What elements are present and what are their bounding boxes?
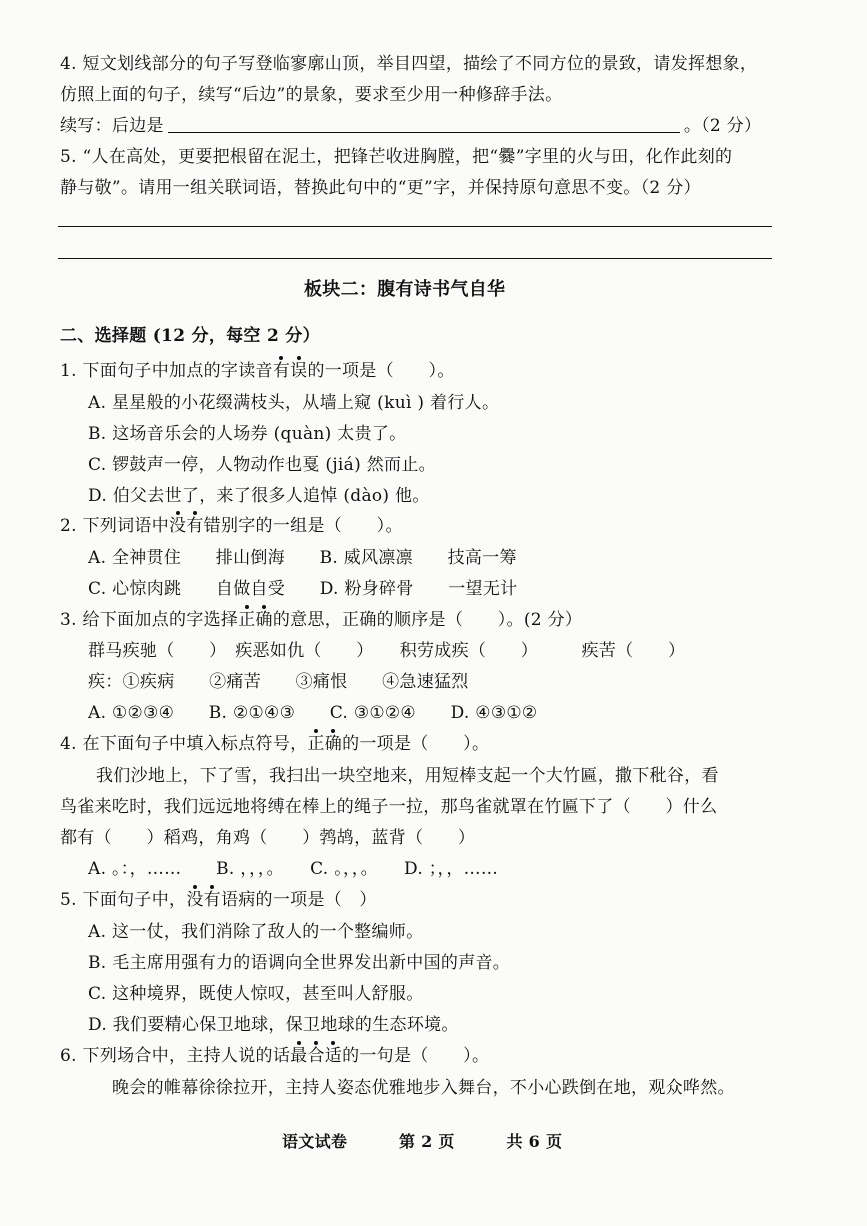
q1-emphasis-2: 误 <box>290 361 308 381</box>
q2-stem-b: 错别字的一组是（ ）。 <box>203 516 403 536</box>
q4-passage-line3: 都有（ ）稻鸡，角鸡（ ）鹁鸪，蓝背（ ） <box>60 828 476 848</box>
q5-stem <box>60 888 377 912</box>
q5-option-d: D. 我们要精心保卫地球，保卫地球的生态环境。 <box>88 1015 459 1035</box>
q4-passage-line1: 我们沙地上，下了雪，我扫出一块空地来，用短棒支起一个大竹匾，撒下秕谷，看 <box>96 766 719 786</box>
q1-option-c: C. 锣鼓声一停，人物动作也戛 (jiá) 然而止。 <box>88 455 436 475</box>
q6-emphasis-1: 最 <box>290 1046 308 1066</box>
q1-option-d: D. 伯父去世了，来了很多人追悼 (dào) 他。 <box>88 486 430 506</box>
answer-line-2[interactable] <box>58 258 772 259</box>
q5-option-b: B. 毛主席用强有力的语调向全世界发出新中国的声音。 <box>88 953 511 973</box>
q5-stem-a: 5. 下面句子中， <box>60 890 187 910</box>
q4-prev-fill-line <box>60 114 761 138</box>
answer-blank[interactable] <box>168 114 680 133</box>
q4-emphasis-2: 确 <box>324 734 343 754</box>
q2-emphasis-1: 没 <box>169 516 187 536</box>
q1-emphasis-1: 有 <box>272 361 291 381</box>
q6-emphasis-2: 合 <box>307 1046 325 1066</box>
q6-emphasis-3: 适 <box>324 1046 343 1066</box>
footer-subject: 语文试卷 <box>282 1132 348 1151</box>
q5-option-c: C. 这种境界，既使人惊叹，甚至叫人舒服。 <box>88 984 424 1004</box>
q2-emphasis-2: 有 <box>186 516 204 536</box>
q2-options-row1: A. 全神贯住 排山倒海 B. 威风凛凛 技高一筹 <box>88 548 517 568</box>
q3-stem-a: 3. 给下面加点的字选择 <box>60 610 239 630</box>
q6-stem-a: 6. 下列场合中，主持人说的话 <box>60 1046 291 1066</box>
q5-prev-line1: 5. “人在高处，更要把根留在泥土，把锋芒收进胸膛，把“爨”字里的火与田，化作此刻的 <box>60 147 733 167</box>
q5-stem-b: 语病的一项是（ ） <box>220 890 377 910</box>
q1-option-b: B. 这场音乐会的人场券 (quàn) 太贵了。 <box>88 424 407 444</box>
q2-stem <box>60 514 403 538</box>
q2-options-row2: C. 心惊肉跳 自做自受 D. 粉身碎骨 一望无计 <box>88 579 518 599</box>
q3-emphasis-1: 正 <box>238 610 256 630</box>
q1-stem <box>60 359 455 383</box>
footer-page-number: 第 2 页 <box>398 1132 455 1151</box>
q4-prev-line2: 仿照上面的句子，续写“后边”的景象，要求至少用一种修辞手法。 <box>60 85 563 105</box>
part-title: 二、选择题 (12 分，每空 2 分） <box>60 326 320 346</box>
q4-emphasis-1: 正 <box>307 734 325 754</box>
q2-stem-a: 2. 下列词语中 <box>60 516 170 536</box>
footer-total-pages: 共 6 页 <box>506 1132 563 1151</box>
q6-stem <box>60 1044 489 1068</box>
q4-stem <box>60 732 489 756</box>
q3-options: A. ①②③④ B. ②①④③ C. ③①②④ D. ④③①② <box>88 703 538 723</box>
answer-line-1[interactable] <box>58 226 772 227</box>
q4-passage-line2: 鸟雀来吃时，我们远远地将缚在棒上的绳子一拉，那鸟雀就罩在竹匾下了（ ）什么 <box>60 797 718 817</box>
q3-stem-b: 的意思，正确的顺序是（ ）。(2 分） <box>272 610 583 630</box>
q3-stem <box>60 608 582 632</box>
q3-emphasis-2: 确 <box>255 610 273 630</box>
q6-stem-b: 的一句是（ ）。 <box>342 1046 490 1066</box>
fill-prefix: 续写：后边是 <box>60 116 164 136</box>
q3-meanings: 疾：①疾病 ②痛苦 ③痛恨 ④急速猛烈 <box>88 672 469 692</box>
q1-stem-a: 1. 下面句子中加点的字读音 <box>60 361 273 381</box>
section-title: 板块二：腹有诗书气自华 <box>304 279 506 300</box>
q5-prev-line2: 静与敬”。请用一组关联词语，替换此句中的“更”字，并保持原句意思不变。（2 分） <box>60 178 701 198</box>
q1-stem-b: 的一项是（ ）。 <box>307 361 455 381</box>
q5-emphasis-2: 有 <box>203 890 221 910</box>
q4-options: A. 。：，…… B. ，，，。 C. 。，，。 D. ；，，…… <box>88 859 499 879</box>
q4-stem-b: 的一项是（ ）。 <box>342 734 490 754</box>
q4-stem-a: 4. 在下面句子中填入标点符号， <box>60 734 308 754</box>
page-footer <box>282 1130 562 1154</box>
q3-items: 群马疾驰（ ） 疾恶如仇（ ） 积劳成疾（ ） 疾苦（ ） <box>88 641 686 661</box>
fill-suffix: 。（2 分） <box>683 116 762 136</box>
q5-option-a: A. 这一仗，我们消除了敌人的一个整编师。 <box>88 922 424 942</box>
q1-option-a: A. 星星般的小花缀满枝头，从墙上窥 (kuì ) 着行人。 <box>88 393 500 413</box>
q4-prev-line1: 4. 短文划线部分的句子写登临寥廓山顶，举目四望，描绘了不同方位的景致，请发挥想象， <box>60 54 758 74</box>
q6-passage: 晚会的帷幕徐徐拉开，主持人姿态优雅地步入舞台，不小心跌倒在地，观众哗然。 <box>112 1078 735 1098</box>
q5-emphasis-1: 没 <box>186 890 204 910</box>
